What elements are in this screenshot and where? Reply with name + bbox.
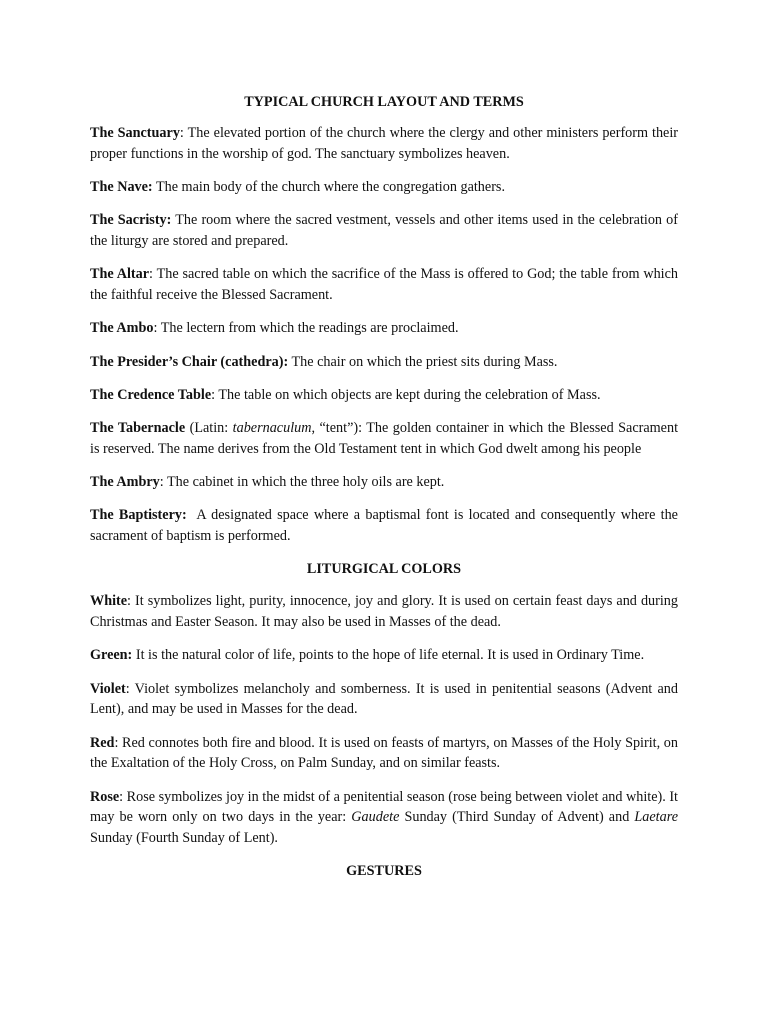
- definition-text: Red connotes both fire and blood. It is used on feasts of martyrs, on Masses of the Holy Spirit, on the Exaltation of the Holy Cross, on Palm Sunday, and on similar feasts.: [90, 734, 678, 772]
- definition-text: , “tent”): The golden container in which the Blessed Sacrament is reserved. The name derives from the Old Testament tent in which God dwelt among his people: [90, 420, 679, 457]
- entry-presiders-chair: [90, 352, 678, 373]
- definition-text: The room where the sacred vestment, vessels and other items used in the celebration of the liturgy are stored and prepared.: [90, 212, 678, 249]
- term-label: The Baptistery:: [90, 507, 187, 524]
- definition-text: Sunday (Fourth Sunday of Lent).: [90, 830, 278, 847]
- section-title-church-layout: TYPICAL CHURCH LAYOUT AND TERMS: [244, 94, 524, 110]
- document-page: [90, 92, 682, 881]
- term-separator: :: [153, 320, 158, 337]
- term-separator: :: [125, 680, 130, 697]
- definition-text: The sacred table on which the sacrifice of the Mass is offered to God; the table from which the faithful receive the Blessed Sacrament.: [90, 266, 679, 303]
- term-label: The Sanctuary: [90, 125, 180, 141]
- term-label: Rose: [90, 788, 120, 805]
- term-separator: :: [127, 593, 131, 610]
- definition-text: The main body of the church where the congregation gathers.: [152, 179, 505, 195]
- latin-word: Gaudete: [351, 809, 400, 826]
- section-title-liturgical-colors: LITURGICAL COLORS: [306, 561, 462, 578]
- entry-red: [90, 733, 678, 774]
- definition-text: The lectern from which the readings are proclaimed.: [157, 320, 459, 337]
- entry-violet: [90, 679, 678, 720]
- term-separator: :: [149, 266, 153, 283]
- term-label: Green:: [90, 647, 133, 664]
- section-title-gestures: GESTURES: [346, 863, 422, 880]
- definition-text-prefix: (Latin:: [185, 420, 233, 437]
- term-label: Violet: [90, 680, 126, 697]
- definition-text: It symbolizes light, purity, innocence, joy and glory. It is used on certain feast days and during Christmas and Easter Season. It may also be used in Masses of the dead.: [90, 593, 678, 631]
- term-label: The Altar: [90, 266, 150, 283]
- term-separator: :: [114, 734, 119, 751]
- entry-green: [90, 645, 678, 666]
- term-label: The Tabernacle: [90, 420, 186, 437]
- entry-baptistery: [90, 505, 682, 546]
- term-separator: :: [211, 386, 216, 403]
- term-separator: :: [179, 125, 184, 141]
- latin-word: tabernaculum: [232, 420, 312, 437]
- entry-ambo: [90, 318, 678, 339]
- term-label: The Presider’s Chair (cathedra):: [90, 353, 289, 370]
- definition-text: It is the natural color of life, points to the hope of life eternal. It is used in Ordinary Time.: [132, 647, 645, 664]
- term-label: The Ambry: [90, 474, 160, 491]
- definition-text: Sunday (Third Sunday of Advent) and: [399, 809, 635, 826]
- term-label: The Nave:: [90, 179, 153, 195]
- entry-altar: [90, 264, 678, 305]
- term-label: The Sacristy:: [90, 212, 172, 229]
- term-label: The Credence Table: [90, 386, 212, 403]
- entry-ambry: [90, 472, 678, 493]
- definition-text: A designated space where a baptismal font is located and consequently where the sacrament of baptism is performed.: [90, 507, 682, 545]
- entry-credence-table: [90, 385, 678, 406]
- definition-text: The elevated portion of the church where the clergy and other ministers perform their proper functions in the worship of god. The sanctuary symbolizes heaven.: [90, 125, 679, 162]
- entry-white: [90, 591, 678, 632]
- term-label: The Ambo: [90, 320, 154, 337]
- entry-sanctuary: [90, 123, 678, 164]
- definition-text: Rose symbolizes joy in the midst of a penitential season (rose being between violet and white). It may be worn only on two days in the year:: [90, 788, 678, 826]
- definition-text: The chair on which the priest sits during Mass.: [288, 353, 558, 370]
- term-label: White: [90, 593, 128, 610]
- definition-text: Violet symbolizes melancholy and somberness. It is used in penitential seasons (Advent and Lent), and may be used in Masses for the dead.: [90, 680, 678, 718]
- entry-rose: [90, 787, 678, 849]
- latin-word: Laetare: [634, 809, 678, 826]
- definition-text: The table on which objects are kept during the celebration of Mass.: [215, 386, 601, 403]
- term-label: Red: [90, 734, 115, 751]
- entry-nave: [90, 177, 678, 198]
- entry-sacristy: [90, 210, 678, 251]
- entry-tabernacle: [90, 418, 678, 459]
- term-separator: :: [159, 474, 164, 491]
- term-separator: :: [119, 788, 124, 805]
- definition-text: The cabinet in which the three holy oils are kept.: [163, 474, 445, 491]
